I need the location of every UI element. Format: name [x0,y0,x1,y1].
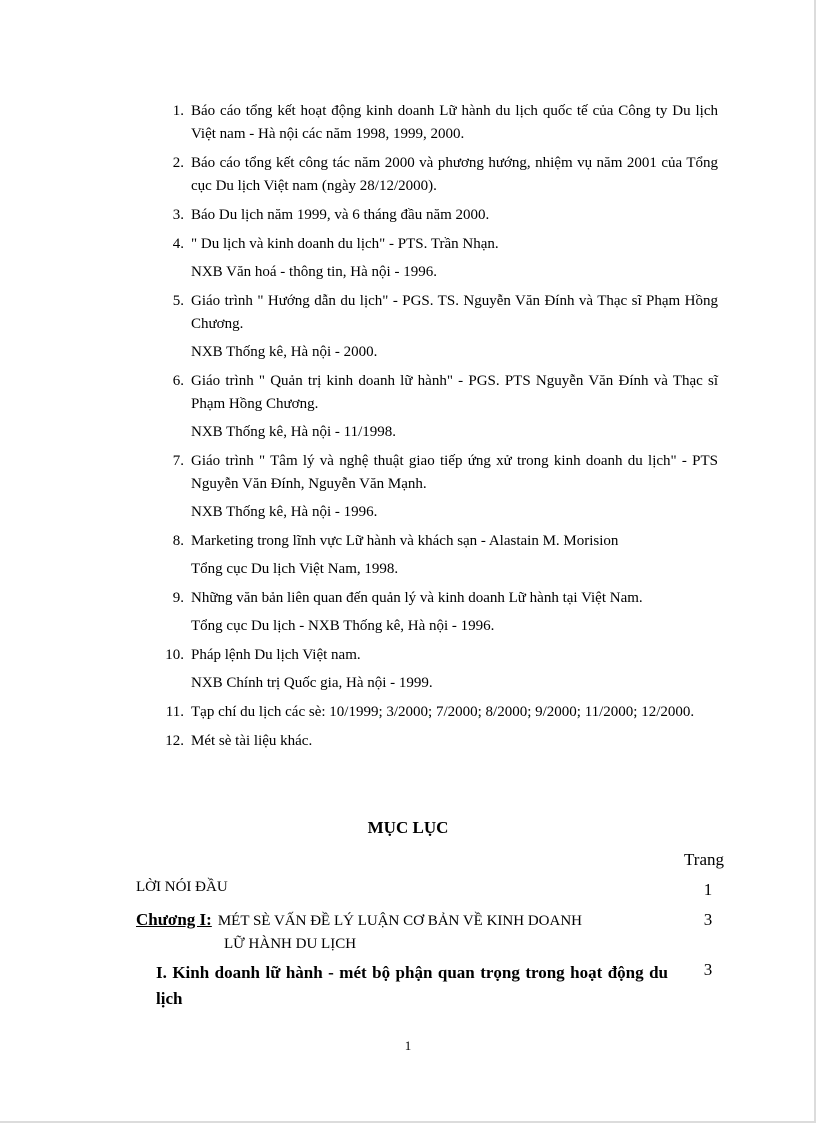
reference-text: Giáo trình " Hướng dẫn du lịch" - PGS. TS. Nguyễn Văn Đính và Thạc sĩ Phạm Hồng Chương. [191,293,718,332]
section-title: I. Kinh doanh lữ hành - mét bộ phận quan trọng trong hoạt động du lịch [156,963,668,1008]
reference-text: Báo cáo tổng kết hoạt động kinh doanh Lữ hành du lịch quốc tế của Công ty Du lịch Việt nam - Hà nội các năm 1998, 1999, 2000. [191,103,718,142]
chapter-heading-line [136,910,736,933]
reference-body [184,530,718,581]
reference-text: Báo cáo tổng kết công tác năm 2000 và phương hướng, nhiệm vụ năm 2001 của Tổng cục Du lịch Việt nam (ngày 28/12/2000). [191,155,718,194]
reference-publisher: NXB Chính trị Quốc gia, Hà nội - 1999. [191,675,433,691]
reference-body [184,730,718,753]
reference-body [184,204,718,227]
reference-body [184,290,718,364]
reference-number: 11. [165,704,184,720]
reference-text: Những văn bản liên quan đến quản lý và kinh doanh Lữ hành tại Việt Nam. [191,590,643,606]
reference-number: 12. [165,733,184,749]
reference-item [144,587,718,638]
reference-item [144,204,718,227]
reference-text: Báo Du lịch năm 1999, và 6 tháng đầu năm 2000. [191,207,490,223]
toc-entry-section-1 [136,960,736,1012]
page-number: 1 [404,1038,412,1053]
reference-text: " Du lịch và kinh doanh du lịch" - PTS. Trần Nhạn. [191,236,499,252]
reference-item [144,730,718,753]
toc-entry-label: LỜI NÓI ĐẦU [136,879,228,895]
reference-body [184,233,718,284]
reference-text: Pháp lệnh Du lịch Việt nam. [191,647,361,663]
toc-page-column-header: Trang [684,850,724,869]
reference-publisher: NXB Văn hoá - thông tin, Hà nội - 1996. [191,264,437,280]
reference-body [184,370,718,444]
reference-publisher: NXB Thống kê, Hà nội - 1996. [191,504,378,520]
reference-text: Marketing trong lĩnh vực Lữ hành và khách sạn - Alastain M. Morision [191,533,619,549]
reference-body [184,701,718,724]
reference-item [144,100,718,146]
reference-item [144,370,718,444]
reference-publisher: Tổng cục Du lịch - NXB Thống kê, Hà nội - 1996. [191,618,495,634]
reference-body [184,450,718,524]
reference-item [144,644,718,695]
reference-body [184,152,718,198]
chapter-title-line-1: MÉT SÈ VẤN ĐỀ LÝ LUẬN CƠ BẢN VỀ KINH DOANH [217,913,582,929]
reference-text: Giáo trình " Tâm lý và nghệ thuật giao tiếp ứng xử trong kinh doanh du lịch" - PTS Nguyễn Văn Đính, Nguyễn Văn Mạnh. [191,453,718,492]
reference-number: 3. [172,207,184,223]
reference-number: 1. [172,103,184,119]
toc-entry-chapter-1 [136,910,736,956]
toc-entry-page: 1 [703,880,713,899]
reference-body [184,644,718,695]
reference-item [144,530,718,581]
reference-item [144,233,718,284]
reference-body [184,587,718,638]
reference-number: 4. [172,236,184,252]
reference-number: 10. [165,647,184,663]
chapter-label: Chương I: [136,910,212,929]
reference-publisher: NXB Thống kê, Hà nội - 11/1998. [191,424,396,440]
reference-number: 8. [172,533,184,549]
reference-text: Mét sè tài liệu khác. [191,733,313,749]
reference-publisher: NXB Thống kê, Hà nội - 2000. [191,344,378,360]
toc-entry-intro [136,879,736,899]
reference-item [144,701,718,724]
reference-number: 9. [172,590,184,606]
reference-publisher: Tổng cục Du lịch Việt Nam, 1998. [191,561,399,577]
reference-text: Tạp chí du lịch các sè: 10/1999; 3/2000; 7/2000; 8/2000; 9/2000; 11/2000; 12/2000. [191,704,695,720]
reference-number: 7. [172,453,184,469]
reference-item [144,450,718,524]
reference-number: 5. [172,293,184,309]
reference-text: Giáo trình " Quản trị kinh doanh lữ hành" - PGS. PTS Nguyễn Văn Đính và Thạc sĩ Phạm Hồng Chương. [191,373,718,412]
reference-item [144,290,718,364]
reference-list [144,100,718,759]
reference-item [144,152,718,198]
toc-entry-page: 3 [703,960,713,979]
reference-number: 6. [172,373,184,389]
reference-number: 2. [172,155,184,171]
toc-entry-page: 3 [703,910,713,929]
toc-title: MỤC LỤC [367,818,449,837]
chapter-title-line-2: LỮ HÀNH DU LỊCH [224,936,357,952]
reference-body [184,100,718,146]
